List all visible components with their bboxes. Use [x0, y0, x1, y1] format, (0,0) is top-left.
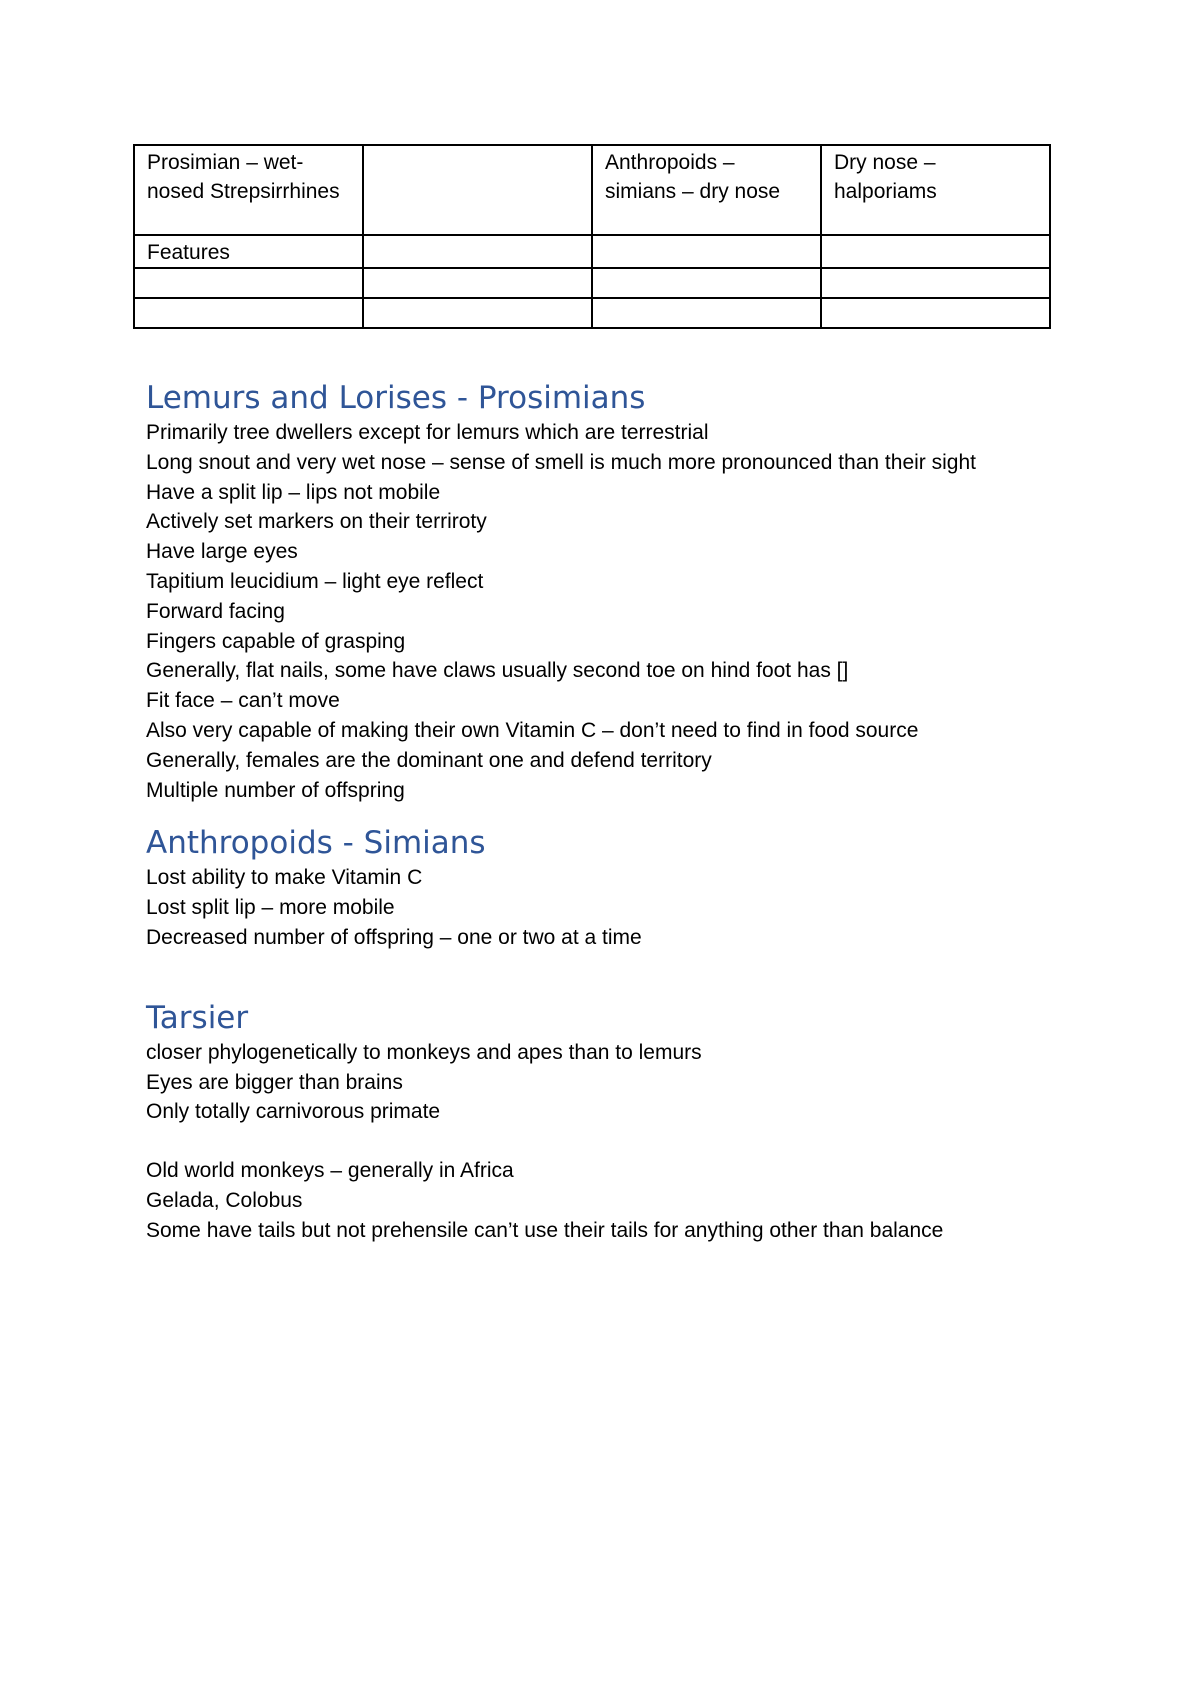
cell-text: Features [147, 241, 230, 264]
section-heading: Anthropoids - Simians [146, 825, 486, 862]
table-cell [821, 268, 1050, 298]
body-line: Old world monkeys – generally in Africa [146, 1159, 514, 1183]
section-body [146, 863, 1146, 952]
table-cell [821, 235, 1050, 268]
body-line: Tapitium leucidium – light eye reflect [146, 569, 484, 593]
table-cell [134, 145, 363, 235]
table-cell [363, 298, 592, 328]
table-cell [363, 145, 592, 235]
section-heading: Tarsier [146, 999, 249, 1036]
table-cell [821, 298, 1050, 328]
body-line: Eyes are bigger than brains [146, 1070, 403, 1094]
comparison-table [133, 144, 1051, 329]
body-line: Have large eyes [146, 540, 298, 564]
table-cell [592, 268, 821, 298]
document-body [146, 378, 1146, 1246]
body-line: Long snout and very wet nose – sense of smell is much more pronounced than their sight [146, 450, 976, 474]
table-row [134, 268, 1050, 298]
section-heading: Lemurs and Lorises - Prosimians [146, 380, 646, 416]
table-cell [134, 298, 363, 328]
table-cell [134, 235, 363, 268]
body-line: Fit face – can’t move [146, 689, 340, 713]
table-row [134, 235, 1050, 268]
cell-text: Prosimian – wet- nosed Strepsirrhines [147, 151, 340, 203]
table-cell [592, 235, 821, 268]
body-line: Also very capable of making their own Vitamin C – don’t need to find in food source [146, 718, 919, 742]
body-line: Lost split lip – more mobile [146, 896, 395, 920]
body-line: closer phylogenetically to monkeys and apes than to lemurs [146, 1040, 702, 1064]
body-line: Primarily tree dwellers except for lemurs which are terrestrial [146, 421, 709, 444]
notes-block [146, 1156, 1146, 1245]
body-line: Have a split lip – lips not mobile [146, 480, 441, 504]
body-line: Lost ability to make Vitamin C [146, 866, 423, 890]
table-cell [363, 268, 592, 298]
table-row [134, 298, 1050, 328]
cell-text: Anthropoids – simians – dry nose [605, 151, 781, 203]
body-line: Multiple number of offspring [146, 778, 405, 802]
table-cell [592, 145, 821, 235]
cell-text: Dry nose – halporiams [834, 151, 937, 203]
table-header-row [134, 145, 1050, 235]
body-line: Decreased number of offspring – one or two at a time [146, 925, 642, 949]
body-line: Forward facing [146, 599, 285, 623]
body-line: Actively set markers on their terriroty [146, 510, 487, 534]
table-cell [592, 298, 821, 328]
table-cell [821, 145, 1050, 235]
section-body [146, 418, 1146, 805]
body-line: Fingers capable of grasping [146, 629, 406, 653]
body-line: Generally, females are the dominant one and defend territory [146, 748, 712, 772]
table-cell [363, 235, 592, 268]
body-line: Some have tails but not prehensile can’t use their tails for anything other than balance [146, 1218, 944, 1242]
table-cell [134, 268, 363, 298]
body-line: Generally, flat nails, some have claws usually second toe on hind foot has [] [146, 659, 849, 683]
section-body [146, 1038, 1146, 1127]
body-line: Gelada, Colobus [146, 1188, 303, 1212]
body-line: Only totally carnivorous primate [146, 1100, 441, 1124]
